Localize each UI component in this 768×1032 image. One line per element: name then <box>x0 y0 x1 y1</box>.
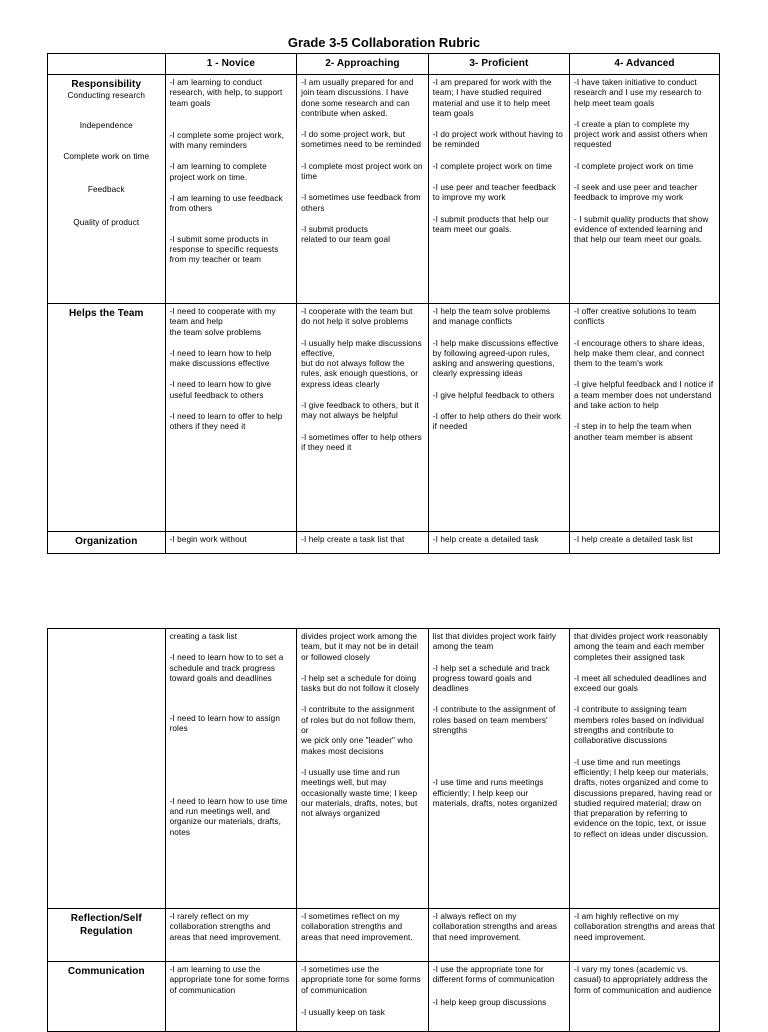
descriptor: -I complete most project work on time <box>301 161 423 182</box>
descriptor: -I need to learn to offer to help others if they need it <box>169 412 283 432</box>
descriptor: list that divides project work fairly among the team <box>432 632 557 652</box>
descriptor: -I rarely reflect on my collaboration strengths and areas that need improvement. <box>169 912 282 942</box>
descriptor: -I use peer and teacher feedback to improve my work <box>432 183 557 203</box>
cell-proficient <box>428 962 569 1032</box>
descriptor: -I usually help make discussions effective, but do not always follow the rules, ask enough questions, or express ideas clearly <box>301 338 422 389</box>
cell-novice <box>165 909 297 962</box>
cell-approaching <box>297 962 429 1032</box>
criteria-label: Organization <box>75 536 138 547</box>
descriptor: -I use time and runs meetings efficiently; I help keep our materials, drafts, notes organized <box>432 778 558 808</box>
descriptor: -I am learning to use feedback from others <box>169 194 283 214</box>
cell-proficient <box>428 629 569 909</box>
descriptor: -I offer creative solutions to team conflicts <box>574 307 697 327</box>
header-approaching: 2- Approaching <box>297 54 429 75</box>
descriptor: -I help create a detailed task <box>432 535 539 544</box>
descriptor: -I give helpful feedback to others <box>432 390 555 400</box>
rubric-table-part-2 <box>47 628 720 1032</box>
descriptor: -I help create a detailed task list <box>574 535 693 544</box>
cell-advanced <box>570 304 720 532</box>
descriptor: -I step in to help the team when another team member is absent <box>574 422 693 442</box>
descriptor: -I offer to help others do their work if needed <box>432 412 561 432</box>
descriptor: -I do some project work, but sometimes need to be reminded <box>301 130 422 150</box>
header-proficient: 3- Proficient <box>428 54 569 75</box>
descriptor: -I submit some products in response to specific requests from my teacher or team <box>169 234 279 265</box>
descriptor: creating a task list <box>169 632 238 641</box>
descriptor: -I do project work without having to be reminded <box>432 130 563 150</box>
descriptor: -I always reflect on my collaboration strengths and areas that need improvement. <box>432 912 558 942</box>
descriptor: -I contribute to the assignment of roles but do not follow them, or we pick only one "leader" who makes most decisions <box>301 705 416 756</box>
descriptor: -I need to learn how to assign roles <box>169 714 280 734</box>
descriptor: -I seek and use peer and teacher feedback to improve my work <box>574 183 698 203</box>
descriptor: -I need to learn how to help make discussions effective <box>169 348 272 369</box>
descriptor: -I contribute to the assignment of roles based on team members' strengths <box>432 705 556 736</box>
descriptor: -I need to learn how to give useful feedback to others <box>169 380 272 400</box>
descriptor: -I sometimes reflect on my collaboration strengths and areas that need improvement. <box>301 912 413 942</box>
criteria-label: Responsibility <box>71 79 142 90</box>
cell-proficient <box>428 909 569 962</box>
header-novice: 1 - Novice <box>165 54 297 75</box>
sub-criteria: Independence <box>79 121 133 131</box>
criteria-organization-continued <box>48 629 166 909</box>
descriptor: -I encourage others to share ideas, help make them clear, and connect them to the team's work <box>574 338 705 369</box>
descriptor: -I need to learn how to use time and run meetings well, and organize our materials, drafts, notes <box>169 796 288 837</box>
criteria-reflection <box>48 909 166 962</box>
descriptor: -I am usually prepared for and join team discussions. I have done some research and can contribute when asked. <box>301 78 414 118</box>
sub-criteria: Conducting research <box>67 91 145 100</box>
cell-advanced <box>570 75 720 304</box>
descriptor: -I am prepared for work with the team; I have studied required material and use it to help meet team goals <box>432 78 552 118</box>
criteria-label: Helps the Team <box>68 308 144 319</box>
criteria-responsibility <box>48 75 166 304</box>
descriptor: -I am highly reflective on my collaboration strengths and areas that need improvement. <box>574 912 715 942</box>
descriptor: -I sometimes offer to help others if they need it <box>301 432 422 452</box>
descriptor: -I help set a schedule for doing tasks but do not follow it closely <box>301 673 420 694</box>
cell-novice <box>165 304 297 532</box>
cell-proficient <box>428 532 569 554</box>
descriptor: -I sometimes use feedback from others <box>301 193 421 213</box>
sub-criteria: Feedback <box>87 184 125 194</box>
header-criteria <box>48 54 166 75</box>
cell-novice <box>165 75 297 304</box>
descriptor: -I complete some project work, with many reminders <box>169 130 285 151</box>
row-organization-start <box>48 532 720 554</box>
descriptor: -I usually keep on task <box>301 1007 385 1017</box>
descriptor: -I help the team solve problems and manage conflicts <box>432 307 551 327</box>
descriptor: -I help make discussions effective by following agreed-upon rules, asking and answering questions, clearly expressing ideas <box>432 338 559 379</box>
cell-novice <box>165 629 297 909</box>
cell-approaching <box>297 304 429 532</box>
cell-novice <box>165 962 297 1032</box>
row-helps-the-team <box>48 304 720 532</box>
cell-proficient <box>428 75 569 304</box>
cell-approaching <box>297 629 429 909</box>
cell-novice <box>165 532 297 554</box>
criteria-helps-the-team <box>48 304 166 532</box>
descriptor: that divides project work reasonably among the team and each member completes their assigned task <box>574 632 708 662</box>
cell-approaching <box>297 532 429 554</box>
descriptor: -I submit products related to our team goal <box>301 224 391 245</box>
descriptor: -I create a plan to complete my project work and assist others when requested <box>574 119 708 150</box>
descriptor: -I use the appropriate tone for different forms of communication <box>432 965 555 985</box>
descriptor: -I need to cooperate with my team and help the team solve problems <box>169 307 276 337</box>
descriptor: -I give helpful feedback and I notice if a team member does not understand and take action to help <box>574 380 714 411</box>
row-reflection <box>48 909 720 962</box>
descriptor: -I complete project work on time <box>574 161 694 171</box>
criteria-label: Reflection/Self Regulation <box>70 913 142 937</box>
descriptor: -I give feedback to others, but it may not always be helpful <box>301 401 419 421</box>
page-title: Grade 3-5 Collaboration Rubric <box>287 35 481 50</box>
descriptor: -I cooperate with the team but do not help it solve problems <box>301 307 413 327</box>
cell-approaching <box>297 909 429 962</box>
descriptor: -I submit products that help our team meet our goals. <box>432 214 549 234</box>
descriptor: -I need to learn how to to set a schedule and track progress toward goals and deadlines <box>169 653 284 683</box>
descriptor: -I help create a task list that <box>301 535 405 544</box>
descriptor: -I am learning to use the appropriate tone for some forms of communication <box>169 965 290 995</box>
row-communication <box>48 962 720 1032</box>
sub-criteria: Complete work on time <box>63 151 150 161</box>
cell-advanced <box>570 909 720 962</box>
header-row <box>48 54 720 75</box>
descriptor: -I help set a schedule and track progress toward goals and deadlines <box>432 663 550 694</box>
cell-advanced <box>570 962 720 1032</box>
descriptor: -I usually use time and run meetings well, but may occasionally waste time; I keep our materials, drafts, notes, but not always organized <box>301 767 418 819</box>
row-organization-continued <box>48 629 720 909</box>
descriptor: -I meet all scheduled deadlines and exceed our goals <box>574 673 707 694</box>
descriptor: -I am learning to conduct research, with help, to support team goals <box>169 78 283 108</box>
sub-criteria: Quality of product <box>73 218 140 228</box>
descriptor: -I vary my tones (academic vs. casual) to appropriately address the form of communication and audience <box>574 965 712 995</box>
row-responsibility <box>48 75 720 304</box>
cell-approaching <box>297 75 429 304</box>
rubric-table-part-1 <box>47 53 720 554</box>
cell-advanced <box>570 629 720 909</box>
descriptor: -I help keep group discussions <box>432 997 547 1007</box>
descriptor: -I sometimes use the appropriate tone for some forms of communication <box>301 965 421 995</box>
descriptor: -I contribute to assigning team members roles based on individual strengths and contribute to collaborative discussions <box>574 705 704 746</box>
header-advanced: 4- Advanced <box>570 54 720 75</box>
descriptor: - I submit quality products that show evidence of extended learning and that help our team meet our goals. <box>574 214 709 245</box>
descriptor: -I use time and run meetings efficiently; I help keep our materials, drafts, notes organized and come to discussions prepared, having read or studied required material; draw on that preparation by referring to evidence on the topic, text, or issue to reflect on ideas under discussion. <box>574 757 712 839</box>
descriptor: -I have taken initiative to conduct research and I use my research to help meet team goals <box>574 78 702 108</box>
criteria-label: Communication <box>67 966 145 977</box>
cell-advanced <box>570 532 720 554</box>
criteria-organization <box>48 532 166 554</box>
descriptor: -I complete project work on time <box>432 161 552 171</box>
descriptor: divides project work among the team, but it may not be in detail or followed closely <box>301 632 419 662</box>
criteria-communication <box>48 962 166 1032</box>
descriptor: -I am learning to complete project work on time. <box>169 162 267 182</box>
cell-proficient <box>428 304 569 532</box>
descriptor: -I begin work without <box>169 535 247 544</box>
